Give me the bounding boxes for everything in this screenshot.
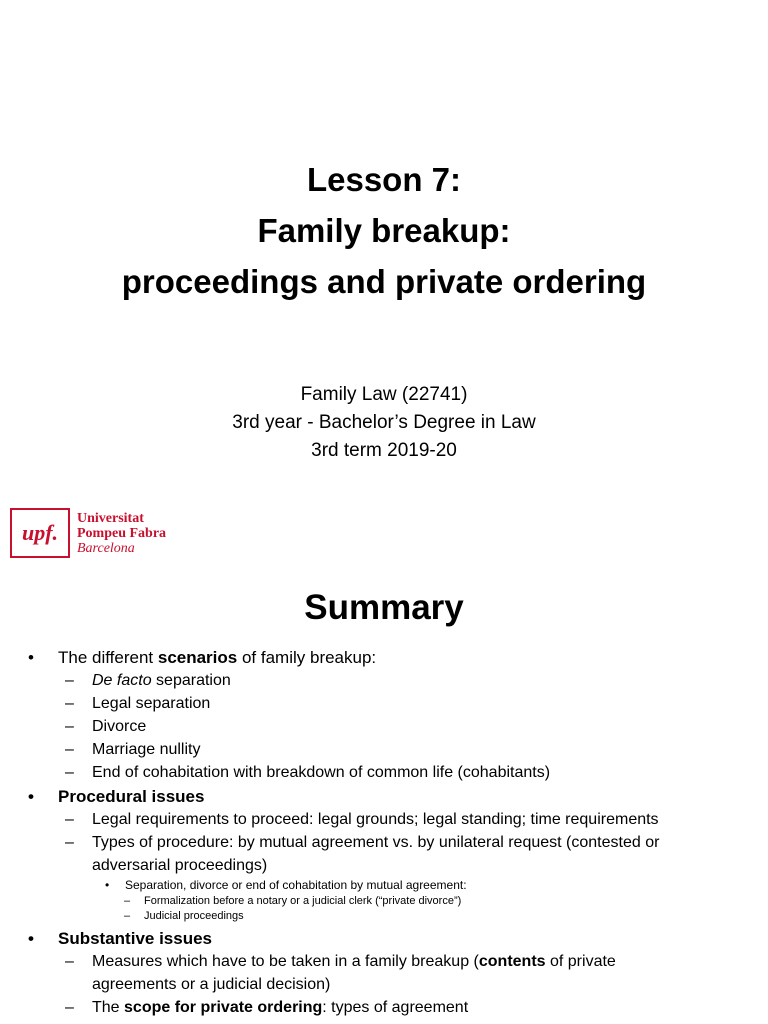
upf-logo-text [77, 511, 166, 556]
logo-line-universitat: Universitat [77, 510, 144, 526]
dash-icon: – [65, 834, 74, 851]
course-name: Family Law (22741) [300, 384, 468, 405]
list-item-cohabitation: – End of cohabitation with breakdown of common life (cohabitants) [28, 761, 758, 784]
dash-icon: – [124, 895, 131, 907]
list-item-nullity: – Marriage nullity [28, 738, 758, 761]
course-year: 3rd year - Bachelor’s Degree in Law [232, 412, 536, 433]
upf-logo [10, 508, 166, 558]
dash-icon: – [65, 695, 74, 712]
list-item-scenarios: • The different scenarios of family breakup: [28, 648, 377, 667]
dash-icon: – [65, 764, 74, 781]
bullet-icon: • [28, 648, 34, 667]
logo-line-pompeu-fabra: Pompeu Fabra [77, 525, 167, 541]
dash-icon: – [65, 999, 74, 1016]
summary-list [28, 646, 758, 1019]
list-item-scope: – The scope for private ordering: types of agreement [28, 996, 758, 1019]
list-item-divorce: – Divorce [28, 715, 758, 738]
list-item-procedure-types: – Types of procedure: by mutual agreement vs. by unilateral request (contested or adversarial proceedings) [28, 831, 758, 877]
bullet-icon: • [28, 787, 34, 806]
list-item-procedural: • Procedural issues [28, 787, 205, 806]
list-item-substantive: • Substantive issues [28, 929, 213, 948]
dash-icon: – [65, 672, 74, 689]
list-item-mutual-agreement: • Separation, divorce or end of cohabitation by mutual agreement: [105, 878, 467, 892]
title-line-1: Lesson 7: [306, 161, 462, 198]
lesson-title [0, 154, 768, 307]
list-item-measures: – Measures which have to be taken in a family breakup (contents of private agreements or a judicial decision) [28, 950, 758, 996]
title-line-3: proceedings and private ordering [121, 263, 647, 300]
dash-icon: – [65, 811, 74, 828]
list-item-judicial: – Judicial proceedings [124, 910, 244, 922]
list-item-legal-separation: – Legal separation [28, 692, 758, 715]
dash-icon: – [65, 741, 74, 758]
list-item-formalization: – Formalization before a notary or a judicial clerk (“private divorce”) [124, 895, 462, 907]
course-term: 3rd term 2019-20 [311, 440, 457, 461]
bullet-icon: • [105, 878, 110, 892]
dash-icon: – [124, 910, 131, 922]
upf-logo-mark: upf. [10, 508, 70, 558]
summary-slide [0, 585, 768, 1024]
dash-icon: – [65, 718, 74, 735]
dash-icon: – [65, 953, 74, 970]
bullet-icon: • [28, 929, 34, 948]
summary-title: Summary [304, 588, 464, 627]
title-line-2: Family breakup: [257, 212, 511, 249]
list-item-de-facto: – De facto separation [28, 669, 758, 692]
list-item-requirements: – Legal requirements to proceed: legal grounds; legal standing; time requirements [28, 808, 758, 831]
logo-line-barcelona: Barcelona [77, 540, 135, 556]
course-info [0, 381, 768, 465]
